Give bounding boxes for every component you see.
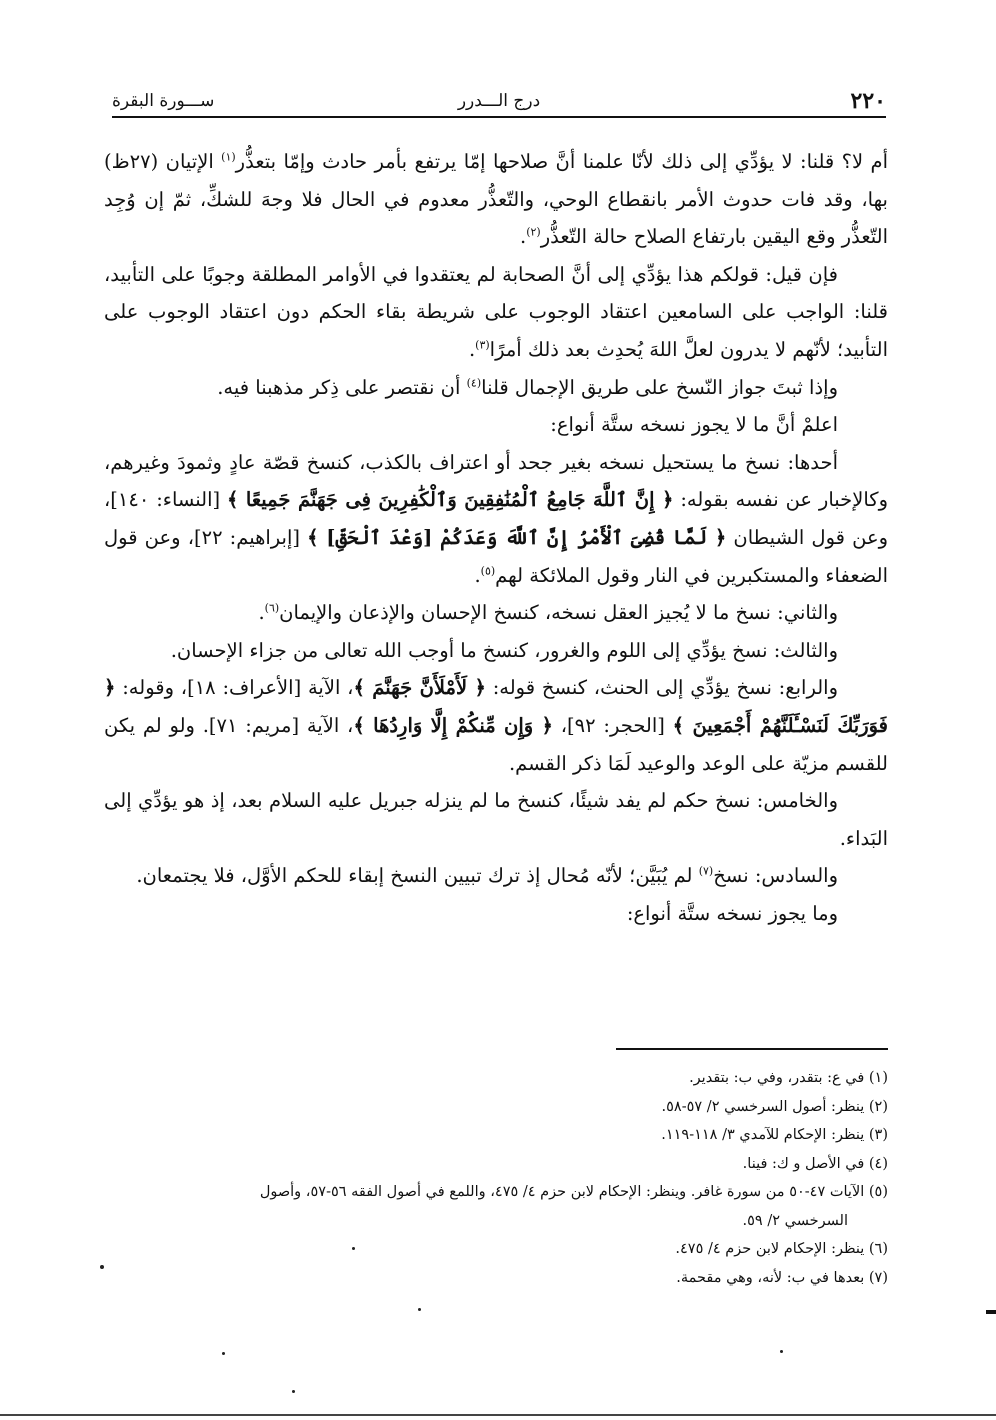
text-run: الإتيان (٢٧ظ) بها، وقد فات حدوث الأمر بانقطاع الوحي، والتّعذُّر معدوم في الحال فلا وجهَ للشكِّ، ثمّ إن وُجِد التّعذُّر وقع اليقين بارتفاع الصلاح حالة التّعذُّر <box>104 150 888 249</box>
paragraph <box>104 669 888 782</box>
paragraph <box>104 782 888 857</box>
scan-edge-mark <box>986 1310 996 1314</box>
text-run: فإن قيل: قولكم هذا يؤدِّي إلى أنَّ الصحابة لم يعتقدوا في الأوامر المطلقة وجوبًا على التأبيد، قلنا: الواجب على السامعين اعتقاد الوجوب على شريطة بقاء الحكم دون اعتقاد الوجوب على التأبيد؛ لأنّهم لا يدرون لعلَّ اللهَ يُحدِث بعد ذلك أمرًا <box>104 262 888 361</box>
footnote-ref: (٣) <box>475 338 490 352</box>
footnote-continuation: السرخسي ٢/ ٥٩. <box>742 1212 848 1229</box>
footnote-line: (٥) الآيات ٤٧-٥٠ من سورة غافر. وينظر: الإحكام لابن حزم ٤/ ٤٧٥، واللمع في أصول الفقه ٥٦-٥٧، وأصول <box>259 1184 888 1200</box>
footnote: (٤) في الأصل و ك: فينا. <box>742 1155 888 1172</box>
scan-speck <box>780 1350 783 1353</box>
quran-verse: ﴿ وَإِن مِّنكُمْ إِلَّا وَارِدُهَا ﴾ <box>353 713 553 737</box>
text-run: ، الآية [مريم: ٧١]. ولو لم يكن للقسم مزيّة على الوعد والوعيد لَمَا ذكر القسم. <box>104 713 888 775</box>
text-run: [النساء: ١٤٠]، وعن قول الشيطان <box>104 488 889 549</box>
footnote-ref: (١) <box>221 150 236 164</box>
quran-verse: ﴿ لَأَمْلَأَنَّ جَهَنَّمَ ﴾ <box>353 676 486 700</box>
paragraph: فإن قيل: قولكم هذا يؤدِّي إلى أنَّ الصحابة لم يعتقدوا في الأوامر المطلقة وجوبًا على التأبيد، قلنا: الواجب على السامعين اعتقاد الوجوب على شريطة بقاء الحكم دون اعتقاد الوجوب على التأبيد؛ لأنّهم لا يدرون لعلَّ اللهَ يُحدِث بعد ذلك أمرًا$^{(٣)}$. <box>104 262 888 361</box>
text-run: والسادس: نسخ <box>713 864 838 888</box>
scan-speck <box>352 1247 355 1250</box>
text-run: [إبراهيم: ٢٢]، وعن قول الضعفاء والمستكبرين في النار وقول الملائكة لهم <box>104 525 888 587</box>
text-run: وما يجوز نسخه ستَّة أنواع: <box>626 901 838 925</box>
footnote: (٦) ينظر: الإحكام لابن حزم ٤/ ٤٧٥. <box>675 1241 888 1257</box>
scan-bottom-edge <box>0 1414 996 1416</box>
text-run: والثاني: نسخ ما لا يُجيز العقل نسخه، كنسخ الإحسان والإذعان والإيمان <box>279 601 838 625</box>
paragraph: والثاني: نسخ ما لا يُجيز العقل نسخه، كنسخ الإحسان والإذعان والإيمان$^{(٦)}$. <box>258 601 838 625</box>
running-header <box>112 90 886 116</box>
footnote-ref: (٦) <box>264 601 280 615</box>
paragraph <box>104 406 888 444</box>
quran-verse: ﴿ فَوَرَبِّكَ لَنَسْـَٔلَنَّهُمْ أَجْمَعِينَ ﴾ <box>104 676 889 737</box>
footnote: (٧) بعدها في ب: لأنه، وهي مقحمة. <box>676 1269 888 1286</box>
paragraph: أم لا؟ قلنا: لا يؤدِّي إلى ذلك لأنّا علمنا أنَّ صلاحها إمّا يرتفع بأمر حادث وإمّا بتعذُّر$^{(١)}$ الإتيان (٢٧ظ) بها، وقد فات حدوث الأمر بانقطاع الوحي، والتّعذُّر معدوم في الحال فلا وجهَ للشكِّ، ثمّ إن وُجِد التّعذُّر وقع اليقين بارتفاع الصلاح حالة التّعذُّر$^{(٢)}$. <box>104 150 888 249</box>
footnote-ref: (٢) <box>526 225 541 239</box>
footnote <box>104 1178 888 1235</box>
footnote-ref: (٤) <box>466 376 482 390</box>
scan-speck <box>222 1352 225 1355</box>
footnote-separator <box>616 1048 888 1050</box>
book-title: درج الـــدرر <box>457 91 541 111</box>
paragraph <box>104 857 888 895</box>
surah-name: ســـورة البقرة <box>112 91 215 111</box>
footnote-ref: (٧) <box>698 864 714 878</box>
footnotes <box>104 1064 888 1292</box>
page-number: ٢٢٠ <box>850 88 886 114</box>
paragraph: أحدها: نسخ ما يستحيل نسخه بغير جحد أو اعتراف بالكذب، كنسخ قصّة عادٍ وثمودَ وغيرهم، وكالإخبار عن نفسه بقوله: ﴿ إِنَّ ٱللَّهَ جَامِعُ ٱلْمُنَٰفِقِينَ وَٱلْكَٰفِرِينَ فِى جَهَنَّمَ جَمِيعًا ﴾ [النساء: ١٤٠]، وعن قول الشيطان ﴿ لَمَّا قُضِىَ ٱلْأَمْرُ إِنَّ ٱللَّهَ وَعَدَكُمْ [وَعْدَ ٱلْحَقِّ] ﴾ [إبراهيم: ٢٢]، وعن قول الضعفاء والمستكبرين في النار وقول الملائكة لهم$^{(٥)}$. <box>104 450 889 587</box>
text-run: ، الآية [الأعراف: ١٨]، وقوله: <box>122 676 354 700</box>
text-run: والثالث: نسخ يؤدِّي إلى اللوم والغرور، كنسخ ما أوجب الله تعالى من جزاء الإحسان. <box>170 638 838 662</box>
text-run: وإذا ثبتَ جواز النّسخ على طريق الإجمال قلنا <box>481 375 838 399</box>
paragraph <box>104 632 888 670</box>
footnote: (٢) ينظر: أصول السرخسي ٢/ ٥٧-٥٨. <box>661 1098 888 1115</box>
paragraph <box>104 895 888 933</box>
scan-speck <box>292 1390 295 1393</box>
quran-verse: ﴿ لَمَّا قُضِىَ ٱلْأَمْرُ إِنَّ ٱللَّهَ وَعَدَكُمْ [وَعْدَ ٱلْحَقِّ] ﴾ <box>307 525 727 549</box>
text-run: لم يُبَيَّن؛ لأنّه مُحال إذ ترك تبيين النسخ إبقاء للحكم الأوَّل، فلا يجتمعان. <box>136 864 693 888</box>
scan-speck <box>100 1265 104 1269</box>
main-text <box>104 143 888 932</box>
text-run: أم لا؟ قلنا: لا يؤدِّي إلى ذلك لأنّا علمنا أنَّ صلاحها إمّا يرتفع بأمر حادث وإمّا بتعذُّر <box>235 150 888 173</box>
footnote-ref: (٥) <box>480 564 496 578</box>
text-run: والخامس: نسخ حكم لم يفد شيئًا، كنسخ ما لم ينزله جبريل عليه السلام بعد، إذ هو يؤدِّي إلى البَداء. <box>104 789 888 850</box>
footnote: (١) في ع: بتقدر، وفي ب: بتقدير. <box>689 1070 888 1086</box>
text-run: [الحجر: ٩٢]، <box>560 713 665 737</box>
quran-verse: ﴿ إِنَّ ٱللَّهَ جَامِعُ ٱلْمُنَٰفِقِينَ وَٱلْكَٰفِرِينَ فِى جَهَنَّمَ جَمِيعًا ﴾ <box>227 488 674 512</box>
header-rule <box>112 116 886 118</box>
text-run: أحدها: نسخ ما يستحيل نسخه بغير جحد أو اعتراف بالكذب، كنسخ قصّة عادٍ وثمودَ وغيرهم، وكالإخبار عن نفسه بقوله: <box>104 450 888 512</box>
paragraph <box>104 369 888 407</box>
text-run: اعلمْ أنَّ ما لا يجوز نسخه ستَّة أنواع: <box>550 413 838 437</box>
scan-speck <box>418 1308 421 1311</box>
text-run: أن نقتصر على ذِكر مذهبنا فيه. <box>217 375 461 399</box>
text-run: والرابع: نسخ يؤدِّي إلى الحنث، كنسخ قوله: <box>492 676 839 700</box>
footnote: (٣) ينظر: الإحكام للآمدي ٣/ ١١٨-١١٩. <box>661 1127 888 1143</box>
